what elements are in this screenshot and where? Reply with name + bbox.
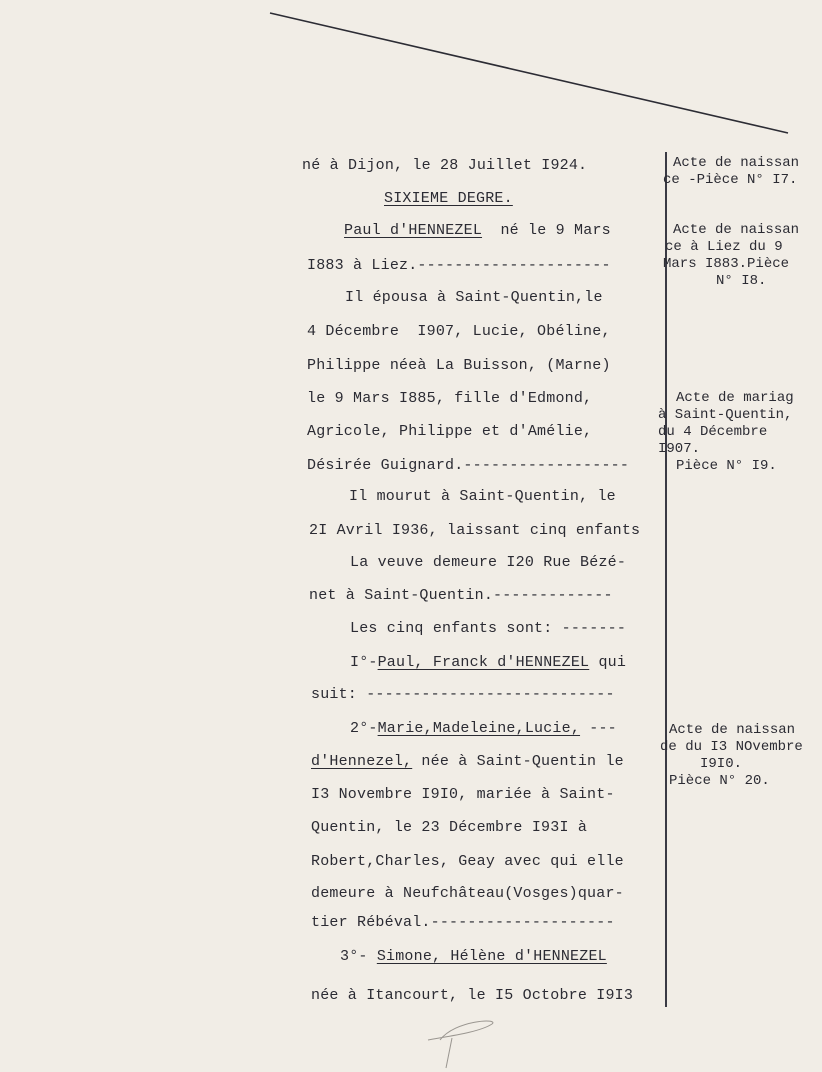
- text-line: I3 Novembre I9I0, mariée à Saint-: [311, 786, 615, 803]
- margin-note-line: Acte de naissan: [669, 722, 796, 738]
- margin-note-line: Acte de mariag: [676, 390, 794, 406]
- text-line: Philippe néeà La Buisson, (Marne): [307, 357, 611, 374]
- text-fragment: 3°-: [340, 948, 377, 965]
- margin-note-line: Acte de naissan: [673, 222, 800, 238]
- margin-note-line: du 4 Décembre: [658, 424, 768, 440]
- margin-note-line: N° I8.: [716, 273, 767, 289]
- text-line: La veuve demeure I20 Rue Bézé-: [350, 554, 627, 571]
- text-fragment: ---: [580, 720, 617, 737]
- margin-note-line: Acte de naissan: [673, 155, 800, 171]
- text-line: I883 à Liez.---------------------: [307, 257, 611, 274]
- text-fragment: né le 9 Mars: [500, 222, 611, 239]
- margin-note-line: ce -Pièce N° I7.: [663, 172, 798, 188]
- margin-note-line: de du I3 NOvembre: [660, 739, 803, 755]
- person-name: Paul d'HENNEZEL: [344, 222, 483, 239]
- text-line: Il épousa à Saint-Quentin,le: [345, 289, 603, 306]
- text-line: Les cinq enfants sont: -------: [350, 620, 627, 637]
- text-line: Il mourut à Saint-Quentin, le: [349, 488, 616, 505]
- pencil-mark: [428, 1021, 493, 1068]
- text-line: demeure à Neufchâteau(Vosges)quar-: [311, 885, 624, 902]
- margin-note-line: Pièce N° I9.: [676, 458, 777, 474]
- text-line: le 9 Mars I885, fille d'Edmond,: [307, 390, 593, 407]
- text-line: suit: ---------------------------: [311, 686, 615, 703]
- section-heading: SIXIEME DEGRE.: [384, 190, 513, 207]
- text-line: [311, 753, 624, 771]
- text-line: né à Dijon, le 28 Juillet I924.: [302, 157, 588, 174]
- margin-rule: [665, 152, 667, 1007]
- text-line: Désirée Guignard.------------------: [307, 457, 630, 474]
- text-fragment: 2°-: [350, 720, 378, 737]
- text-line: [350, 654, 626, 672]
- margin-note-line: ce à Liez du 9: [665, 239, 783, 255]
- text-fragment: qui: [589, 654, 627, 671]
- margin-note-line: Mars I883.Pièce: [663, 256, 790, 272]
- text-line: [340, 948, 607, 966]
- text-line: [350, 720, 617, 738]
- person-name: Simone, Hélène d'HENNEZEL: [376, 948, 607, 965]
- text-line: net à Saint-Quentin.-------------: [309, 587, 613, 604]
- text-fragment: née à Saint-Quentin le: [412, 753, 624, 770]
- text-line: née à Itancourt, le I5 Octobre I9I3: [311, 987, 634, 1004]
- margin-note-line: à Saint-Quentin,: [658, 407, 793, 423]
- text-line: [344, 222, 611, 240]
- text-line: 4 Décembre I907, Lucie, Obéline,: [307, 323, 611, 340]
- text-line: Quentin, le 23 Décembre I93I à: [311, 819, 588, 836]
- text-line: 2I Avril I936, laissant cinq enfants: [309, 522, 641, 539]
- text-fragment: I°-: [350, 654, 378, 671]
- margin-note-line: Pièce N° 20.: [669, 773, 770, 789]
- margin-note-line: I9I0.: [700, 756, 743, 772]
- person-name: Marie,Madeleine,Lucie,: [377, 720, 581, 737]
- margin-note-line: I907.: [658, 441, 701, 457]
- text-line: tier Rébéval.--------------------: [311, 914, 615, 931]
- person-name: Paul, Franck d'HENNEZEL: [377, 654, 590, 671]
- person-name: d'Hennezel,: [311, 753, 413, 770]
- text-line: Robert,Charles, Geay avec qui elle: [311, 853, 624, 870]
- text-line: Agricole, Philippe et d'Amélie,: [307, 423, 593, 440]
